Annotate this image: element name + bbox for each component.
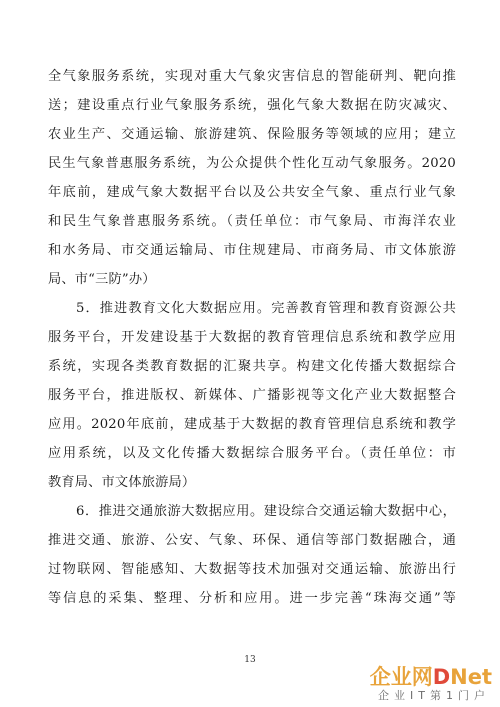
text-line: 6．推进交通旅游大数据应用。建设综合交通运输大数据中心， <box>76 504 456 519</box>
text-line: 过物联网、智能感知、大数据等技术加强对交通运输、旅游出行 <box>48 562 456 577</box>
text-line: 推进交通、旅游、公安、气象、环保、通信等部门数据融合，通 <box>48 533 456 548</box>
page-number: 13 <box>244 655 256 665</box>
text-line: 等信息的采集、整理、分析和应用。进一步完善“珠海交通”等 <box>48 591 456 606</box>
text-line: 年底前，建成气象大数据平台以及公共安全气象、重点行业气象 <box>48 185 456 200</box>
text-line: 民生气象普惠服务系统，为公众提供个性化互动气象服务。2020 <box>48 156 456 171</box>
watermark-title-part2: D <box>432 665 451 689</box>
watermark-logo <box>332 661 492 703</box>
text-line: 系统，实现各类教育数据的汇聚共享。构建文化传播大数据综合 <box>48 359 456 374</box>
text-line: 服务平台，开发建设基于大数据的教育管理信息系统和教学应用 <box>48 330 456 345</box>
text-line: 应用。2020年底前，建成基于大数据的教育管理信息系统和教学 <box>48 417 456 432</box>
text-line: 教育局、市文体旅游局） <box>48 475 196 490</box>
text-line: 和水务局、市交通运输局、市住规建局、市商务局、市文体旅游 <box>48 243 456 258</box>
text-line: 农业生产、交通运输、旅游建筑、保险服务等领域的应用；建立 <box>48 127 456 142</box>
text-line: 和民生气象普惠服务系统。（责任单位：市气象局、市海洋农业 <box>48 214 456 229</box>
text-line: 全气象服务系统，实现对重大气象灾害信息的智能研判、靶向推 <box>48 69 456 84</box>
watermark-subtitle: 企业IT第1门户 <box>378 689 490 702</box>
watermark-title-part3: Net <box>450 665 492 689</box>
text-line: 5．推进教育文化大数据应用。完善教育管理和教育资源公共 <box>76 301 456 316</box>
text-line: 应用系统，以及文化传播大数据综合服务平台。（责任单位：市 <box>48 446 456 461</box>
text-line: 送；建设重点行业气象服务系统，强化气象大数据在防灾减灾、 <box>48 98 456 113</box>
text-line: 局、市“三防”办） <box>48 272 156 287</box>
body-text <box>48 62 456 613</box>
watermark-title-part1: 企业网 <box>369 665 433 689</box>
text-line: 服务平台，推进版权、新媒体、广播影视等文化产业大数据整合 <box>48 388 456 403</box>
